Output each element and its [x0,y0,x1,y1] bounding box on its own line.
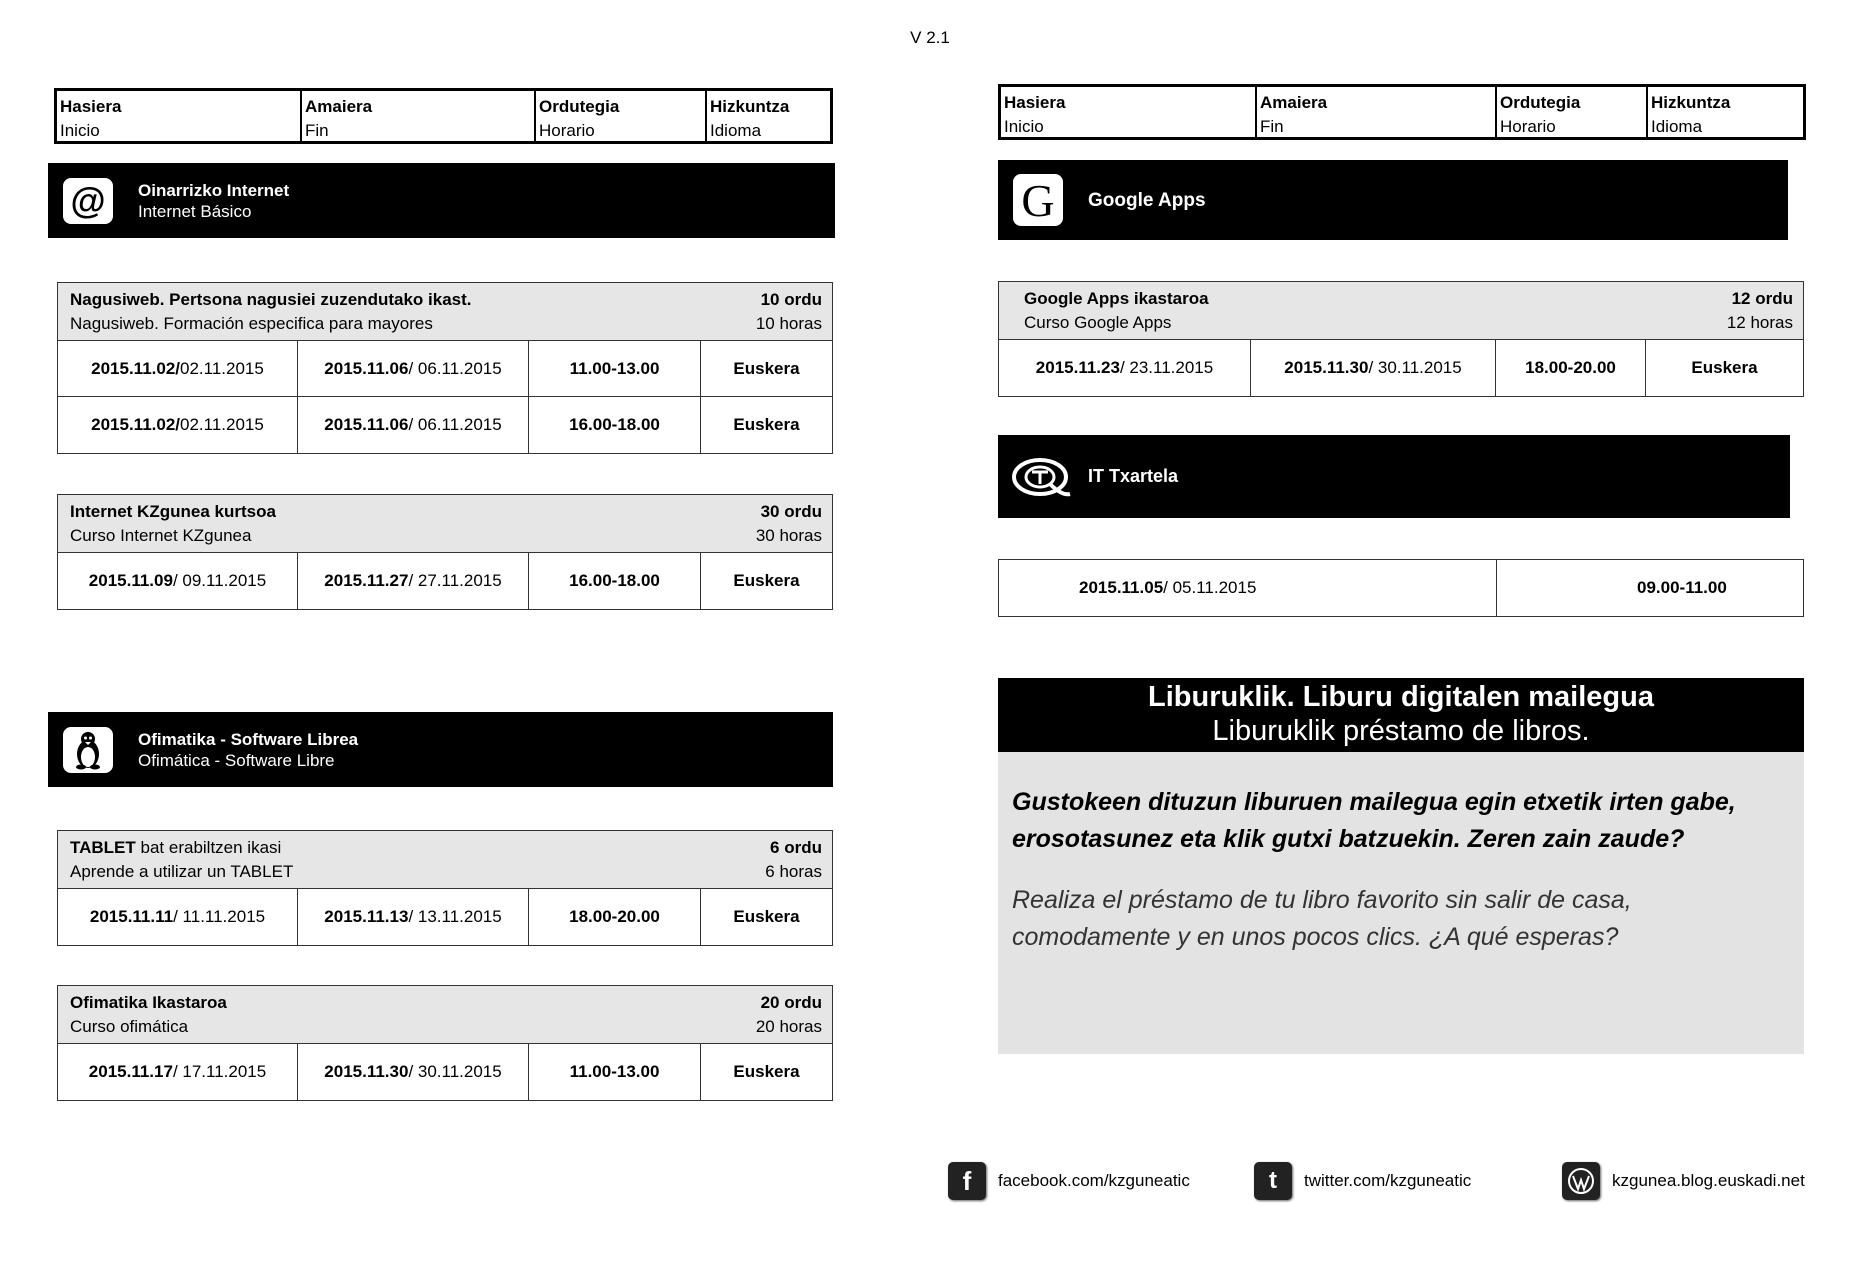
schedule: 11.00-13.00 [529,1044,701,1100]
course-name-es: Curso ofimática [70,1017,189,1036]
legend-start [57,91,302,141]
table-row [58,1044,832,1100]
schedule: 16.00-18.00 [529,397,701,453]
legend-schedule-eu: Ordutegia [539,97,620,116]
legend-schedule-eu: Ordutegia [1500,93,1581,112]
liburuklik-text-eu: Gustokeen dituzun liburuen mailegua egin etxetik irten gabe, erosotasunez eta klik gutxi batzuekin. Zeren zain zaude? [1012,788,1736,853]
legend-schedule [1497,87,1648,137]
legend-schedule-es: Horario [1500,117,1556,136]
legend-end-eu: Amaiera [305,97,373,116]
course-name-es: Curso Internet KZgunea [70,526,252,545]
twitter-link[interactable]: twitter.com/kzguneatic [1304,1171,1472,1190]
blog-link[interactable]: kzgunea.blog.euskadi.net [1612,1171,1805,1190]
wordpress-icon [1562,1162,1600,1200]
facebook-link[interactable]: facebook.com/kzguneatic [998,1171,1190,1190]
course-hours-eu: 30 ordu [760,502,822,521]
course-name-eu: Google Apps ikastaroa [1024,289,1209,308]
course-it [998,559,1804,617]
legend-left [54,88,833,144]
course-name-eu: Nagusiweb. Pertsona nagusiei zuzendutako ikast. [70,290,472,309]
table-row [999,560,1803,616]
legend-language [707,91,830,141]
legend-language-eu: Hizkuntza [1651,93,1731,112]
table-row [58,553,832,609]
course-hours-eu: 6 ordu [770,838,822,857]
legend-schedule-es: Horario [539,121,595,140]
course-hours-es: 6 horas [765,862,822,881]
liburuklik-title-eu: Liburuklik. Liburu digitalen mailegua [1148,681,1654,713]
legend-start-eu: Hasiera [1004,93,1066,112]
legend-language-es: Idioma [1651,117,1703,136]
course-hours-es: 20 horas [755,1017,822,1036]
section-title-ofimatika [138,729,358,771]
end-date: 2015.11.30 / 30.11.2015 [298,1044,529,1100]
course-hours-es: 10 horas [755,314,822,333]
legend-schedule [536,91,707,141]
legend-start-es: Inicio [60,121,100,140]
section-title-it [1088,466,1178,487]
course-name-es: Curso Google Apps [1024,313,1172,332]
schedule: 11.00-13.00 [529,341,701,396]
section-title-es: Ofimática - Software Libre [138,750,335,770]
liburuklik-header [998,678,1804,752]
liburuklik-text-es: Realiza el préstamo de tu libro favorito sin salir de casa, comodamente y en unos pocos clics. ¿A qué esperas? [1012,886,1632,951]
start-date: 2015.11.17 / 17.11.2015 [58,1044,298,1100]
course-name-eu: TABLET [70,838,136,857]
course-name-es: Aprende a utilizar un TABLET [70,862,294,881]
start-date: 2015.11.11 / 11.11.2015 [58,889,298,945]
language: Euskera [733,907,800,926]
course-hours-es: 12 horas [1726,313,1793,332]
course-hours-es: 30 horas [755,526,822,545]
table-row [58,889,832,945]
course-hours-eu: 20 ordu [760,993,822,1012]
section-banner-internet [48,163,835,238]
at-icon: @ [63,178,113,224]
it-txartela-icon [1010,452,1072,502]
course-google [998,281,1804,397]
legend-end-es: Fin [305,121,329,140]
social-blog[interactable] [1562,1162,1805,1200]
liburuklik-title-es: Liburuklik préstamo de libros. [1212,715,1590,747]
course-name-es: Nagusiweb. Formación especifica para mayores [70,314,433,333]
section-title-google [1088,190,1206,211]
legend-end [302,91,536,141]
language: Euskera [733,415,800,434]
legend-right [998,84,1806,140]
course-header [999,282,1803,340]
course-header [58,986,832,1044]
facebook-icon: f [948,1162,986,1200]
social-twitter[interactable] [1254,1162,1471,1200]
course-name-eu-rest: bat erabiltzen ikasi [135,838,282,857]
liburuklik-panel [998,678,1804,1054]
section-title: IT Txartela [1088,466,1179,486]
course-nagusiweb [57,282,833,454]
end-date: 2015.11.30 / 30.11.2015 [1251,340,1496,396]
start-date: 2015.11.02/ 02.11.2015 [58,397,298,453]
end-date: 2015.11.13 / 13.11.2015 [298,889,529,945]
course-hours-eu: 12 ordu [1731,289,1793,308]
social-facebook[interactable] [948,1162,1190,1200]
legend-language-eu: Hizkuntza [710,97,790,116]
section-banner-ofimatika [48,712,833,787]
table-row [999,340,1803,396]
legend-language-es: Idioma [710,121,762,140]
legend-end-eu: Amaiera [1260,93,1328,112]
penguin-icon [63,727,113,773]
language: Euskera [733,1062,800,1081]
legend-start-eu: Hasiera [60,97,122,116]
course-header [58,495,832,553]
section-title-eu: Oinarrizko Internet [138,180,290,200]
start-date: 2015.11.23 / 23.11.2015 [999,340,1251,396]
language: Euskera [733,358,800,378]
google-icon: G [1013,174,1063,226]
end-date: 2015.11.06 / 06.11.2015 [298,397,529,453]
language: Euskera [1691,358,1758,377]
legend-end [1257,87,1497,137]
table-row [58,397,832,453]
course-ofimatika [57,985,833,1101]
end-date: 2015.11.06 / 06.11.2015 [298,341,529,396]
table-row [58,341,832,397]
twitter-icon: t [1254,1162,1292,1200]
section-title-internet [138,180,289,222]
language: Euskera [733,571,800,590]
end-date: 2015.11.27 / 27.11.2015 [298,553,529,609]
schedule: 18.00-20.00 [529,889,701,945]
start-date: 2015.11.05 / 05.11.2015 [999,560,1497,616]
legend-end-es: Fin [1260,117,1284,136]
section-banner-it [998,435,1790,518]
legend-start-es: Inicio [1004,117,1044,136]
legend-language [1648,87,1803,137]
course-hours-eu: 10 ordu [760,290,822,309]
course-name-eu: Internet KZgunea kurtsoa [70,502,276,521]
course-header [58,831,832,889]
section-title-eu: Ofimatika - Software Librea [138,729,359,749]
start-date: 2015.11.02/ 02.11.2015 [58,341,298,396]
course-name-eu: Ofimatika Ikastaroa [70,993,227,1012]
course-header [58,283,832,341]
legend-start [1001,87,1257,137]
schedule: 16.00-18.00 [529,553,701,609]
section-title-es: Internet Básico [138,201,252,221]
section-banner-google [998,160,1788,240]
start-date: 2015.11.09 / 09.11.2015 [58,553,298,609]
schedule: 09.00-11.00 [1637,578,1727,597]
version-label: V 2.1 [910,28,950,47]
course-tablet [57,830,833,946]
schedule: 18.00-20.00 [1496,340,1646,396]
section-title: Google Apps [1088,189,1206,211]
course-kzgunea [57,494,833,610]
